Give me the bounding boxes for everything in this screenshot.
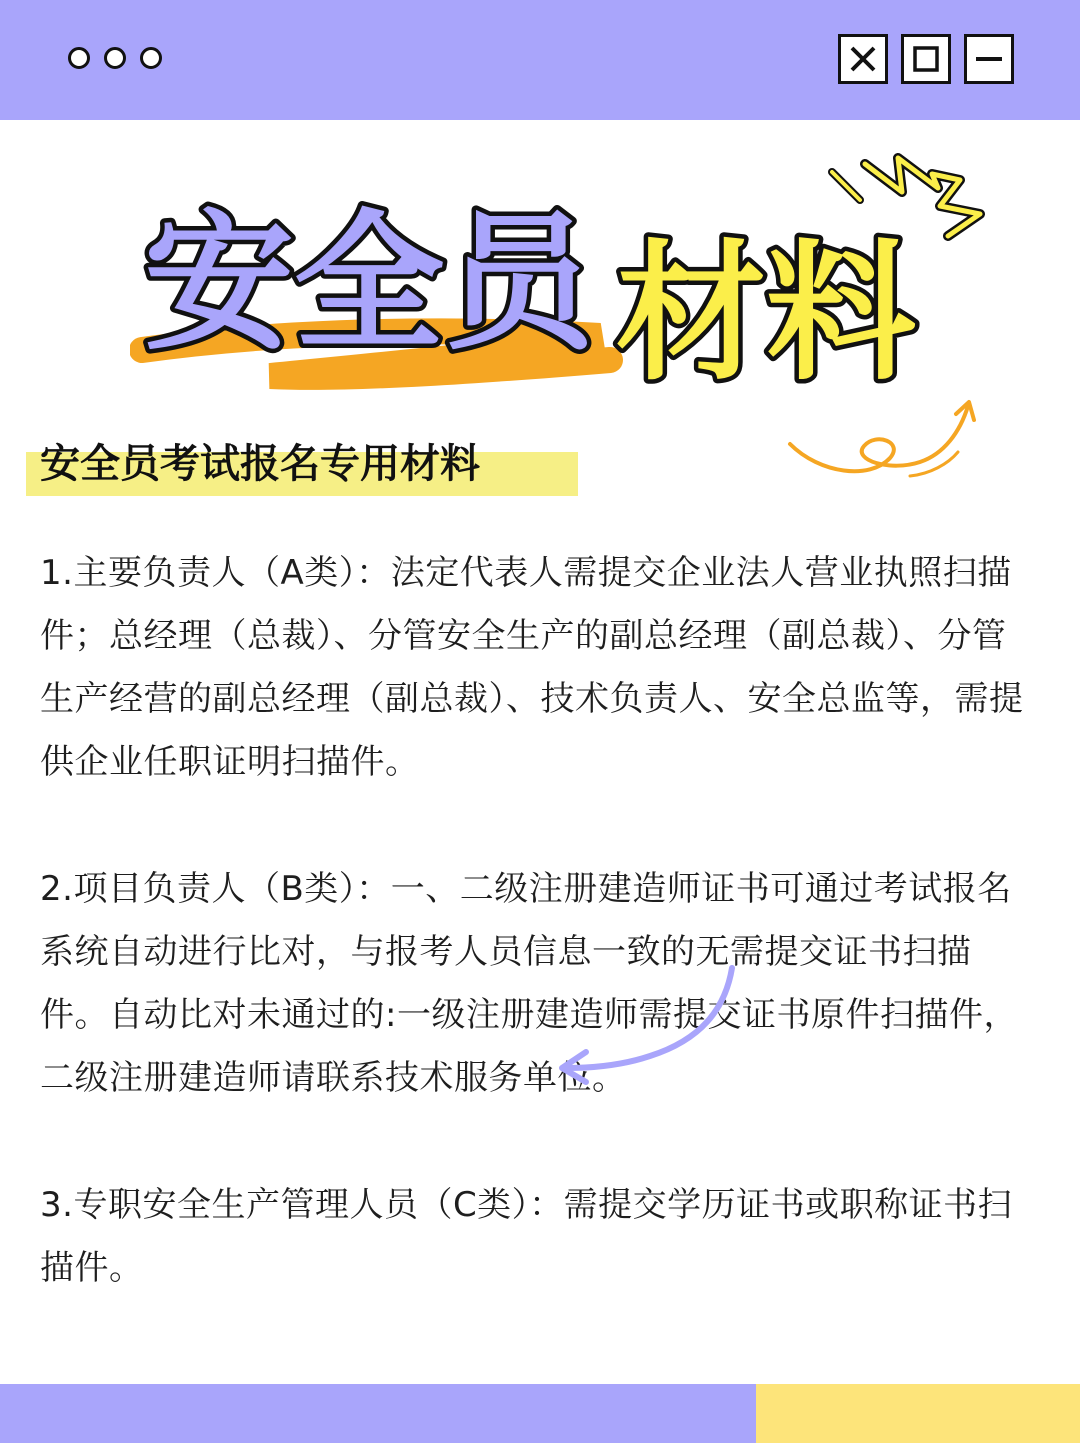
window-titlebar: [0, 0, 1080, 120]
window-dot-1: [68, 47, 90, 69]
window-dot-3: [140, 47, 162, 69]
close-icon: [841, 37, 885, 81]
footer-bar-right: [756, 1384, 1080, 1443]
minimize-button[interactable]: [964, 34, 1014, 84]
subtitle: 安全员考试报名专用材料: [40, 441, 480, 487]
window-dot-2: [104, 47, 126, 69]
close-button[interactable]: [838, 34, 888, 84]
title-part1: 安全员: [144, 197, 595, 371]
maximize-icon: [904, 37, 948, 81]
title-part2: 材料: [616, 227, 917, 400]
curly-arrow-decoration: [780, 392, 990, 492]
main-title: [130, 150, 990, 400]
paragraph-3: 3.专职安全生产管理人员（C类）：需提交学历证书或职称证书扫描件。: [40, 1185, 1013, 1288]
paragraph-1: 1.主要负责人（A类）：法定代表人需提交企业法人营业执照扫描件；总经理（总裁）、分管安全生产的副总经理（副总裁）、分管生产经营的副总经理（副总裁）、技术负责人、安全总监等，需提供企业任职证明扫描件。: [40, 553, 1024, 782]
maximize-button[interactable]: [901, 34, 951, 84]
paragraph-2: 2.项目负责人（B类）：一、二级注册建造师证书可通过考试报名系统自动进行比对，与报考人员信息一致的无需提交证书扫描件。自动比对未通过的:一级注册建造师需提交证书原件扫描件，二级注册建造师请联系技术服务单位。: [40, 869, 1018, 1098]
minimize-icon: [967, 37, 1011, 81]
footer-bar-left: [0, 1384, 756, 1443]
